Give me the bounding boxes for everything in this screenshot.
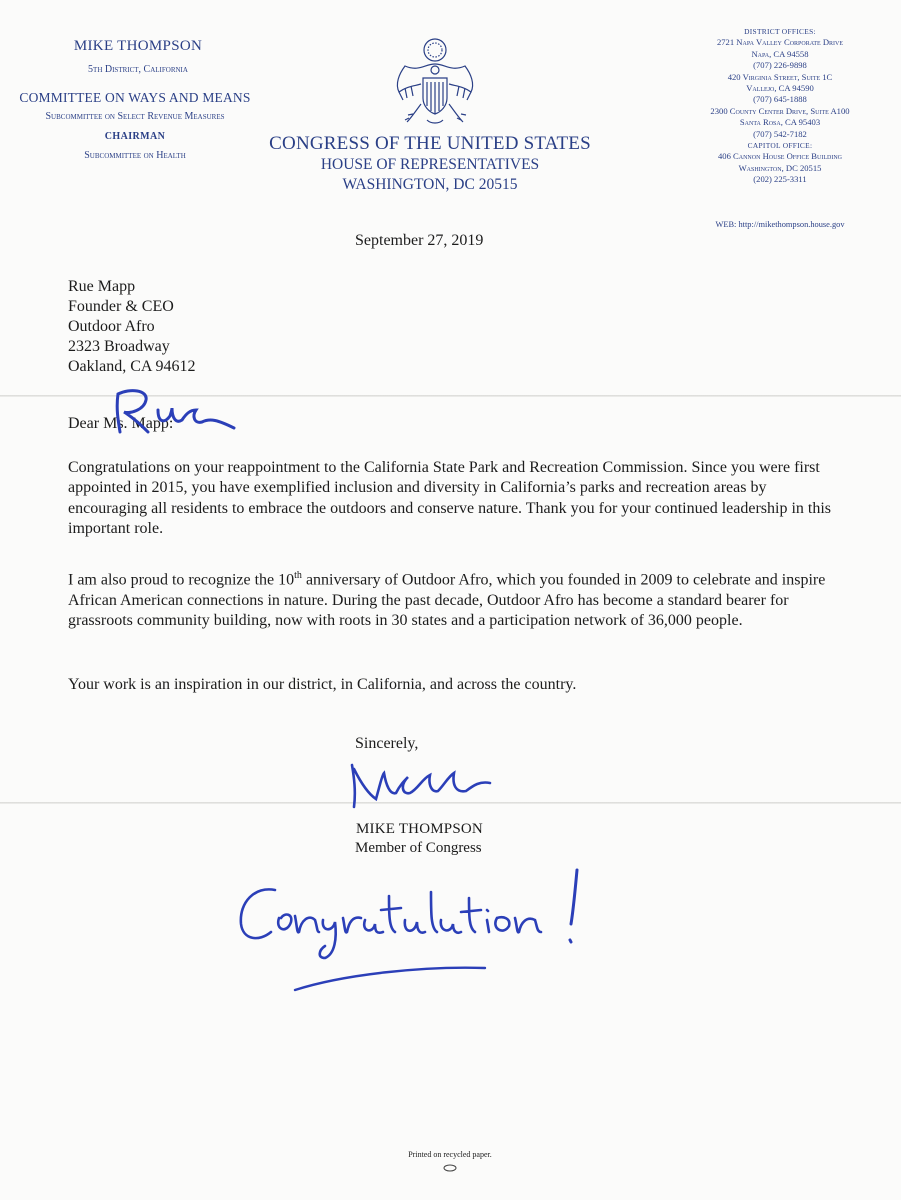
office-line: 420 Virginia Street, Suite 1C <box>727 71 833 82</box>
recipient-line: Outdoor Afro <box>68 318 155 335</box>
letterhead-house: HOUSE OF REPRESENTATIVES <box>320 156 540 173</box>
recipient-line: Oakland, CA 94612 <box>68 358 196 375</box>
handwritten-signature <box>340 755 510 815</box>
office-line: (707) 645-1888 <box>753 94 807 105</box>
district-offices-heading: DISTRICT OFFICES: <box>744 27 816 36</box>
body-paragraph-2: I am also proud to recognize the 10th anniversary of Outdoor Afro, which you founded in 2009 to celebrate and inspire African American connections in nature. During the past decade, Outdoor Afro has become a standard bearer for grassroots community building, now with roots in 30 states and a participation network of 36,000 people. <box>68 570 826 629</box>
office-line: (707) 542-7182 <box>753 128 807 139</box>
letterhead-district: 5th District, California <box>88 64 188 75</box>
capitol-line: (202) 225-3311 <box>753 174 807 185</box>
signer-title: Member of Congress <box>355 840 482 856</box>
office-line: Vallejo, CA 94590 <box>746 83 814 94</box>
signer-name: MIKE THOMPSON <box>356 821 483 837</box>
recycle-icon <box>442 1164 458 1172</box>
body-paragraph-1: Congratulations on your reappointment to the California State Park and Recreation Commission. Since you were first appointed in 2015, you have exemplified inclusion and diversity in California’s parks and recreation areas by encouraging all residents to embrace the outdoors and conserve nature. Thank you for your continued leadership in this important role. <box>68 459 832 537</box>
capitol-line: 406 Cannon House Office Building <box>717 151 843 162</box>
recipient-line: 2323 Broadway <box>68 338 170 355</box>
office-line: 2721 Napa Valley Corporate Drive <box>716 37 844 48</box>
closing: Sincerely, <box>355 735 419 752</box>
letterhead-name: MIKE THOMPSON <box>73 38 203 54</box>
letter-date: September 27, 2019 <box>355 232 484 249</box>
letterhead-city: WASHINGTON, DC 20515 <box>342 176 518 193</box>
recipient-line: Rue Mapp <box>68 278 136 295</box>
office-line: Napa, CA 94558 <box>751 48 809 59</box>
office-line: 2300 County Center Drive, Suite A100 <box>710 105 850 116</box>
district-offices-block <box>680 26 880 186</box>
handwritten-first-name-signature <box>100 380 250 440</box>
body-paragraph-3: Your work is an inspiration in our district, in California, and across the country. <box>68 676 577 693</box>
recipient-line: Founder & CEO <box>68 298 174 315</box>
letterhead-chairman: CHAIRMAN <box>104 131 166 142</box>
letterhead-committee: COMMITTEE ON WAYS AND MEANS <box>19 90 251 105</box>
letterhead-congress: CONGRESS OF THE UNITED STATES <box>269 133 591 154</box>
office-line: Santa Rosa, CA 95403 <box>739 117 821 128</box>
website-link[interactable]: WEB: http://mikethompson.house.gov <box>715 220 845 229</box>
capitol-line: Washington, DC 20515 <box>738 162 822 173</box>
recipient-address <box>68 277 196 377</box>
letterhead-subcommittee-health: Subcommittee on Health <box>84 150 186 161</box>
office-line: (707) 226-9898 <box>753 60 807 71</box>
eagle-seal-icon <box>385 34 485 130</box>
recycled-paper-footer: Printed on recycled paper. <box>408 1150 492 1159</box>
salutation: Dear Ms. Mapp: <box>68 415 174 432</box>
capitol-office-heading: CAPITOL OFFICE: <box>747 141 813 151</box>
letterhead-subcommittee-revenue: Subcommittee on Select Revenue Measures <box>45 111 225 122</box>
handwritten-congratulations-note <box>225 862 605 1002</box>
